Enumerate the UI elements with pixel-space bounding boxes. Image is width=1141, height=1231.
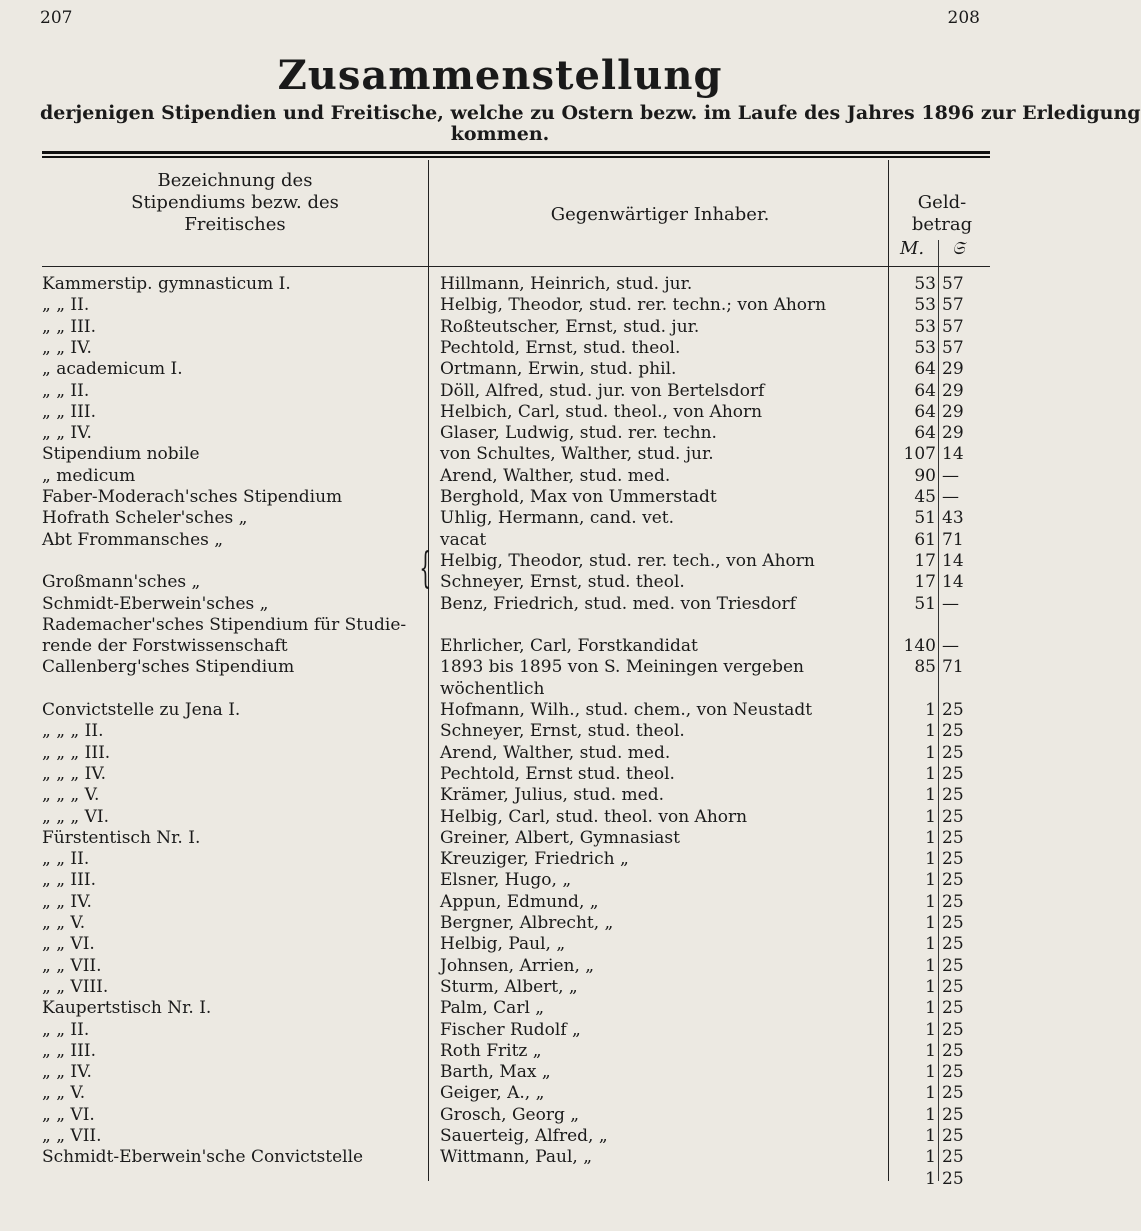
table-row (0, 381, 1000, 402)
table-row (0, 721, 1000, 742)
pfennig-cell: 25 (942, 742, 964, 763)
designation-cell: „ „ „ VI. (42, 806, 110, 827)
mark-cell: 45 (914, 487, 936, 507)
pfennig-cell: 25 (942, 998, 964, 1019)
designation-cell: rende der Forstwissenschaft (42, 636, 288, 657)
table-row (0, 615, 1000, 636)
table-row (0, 594, 1000, 615)
top-rule (42, 151, 990, 154)
table-row (0, 998, 1000, 1019)
designation-cell: „ „ III. (42, 316, 96, 337)
designation-cell: „ „ III. (42, 401, 96, 422)
header-pfennig: 𝔖 (952, 238, 965, 259)
pfennig-cell: 25 (942, 1168, 964, 1189)
designation-cell: Hofrath Scheler'sches „ (42, 508, 248, 529)
designation-cell: Convictstelle zu Jena I. (42, 700, 241, 720)
mark-cell: 51 (914, 508, 936, 529)
designation-cell: „ „ VI. (42, 1104, 95, 1125)
table-row (0, 317, 1000, 338)
header-amount: Geld-betrag (911, 192, 973, 235)
page-number-right: 208 (947, 8, 980, 28)
mark-cell: 140 (903, 636, 936, 657)
header-mark: M. (900, 238, 925, 259)
holder-cell: Ortmann, Erwin, stud. phil. (440, 359, 677, 380)
holder-cell: Barth, Max „ (440, 1062, 551, 1083)
designation-cell: „ „ IV. (42, 1062, 92, 1083)
holder-cell: Roßteutscher, Ernst, stud. jur. (440, 316, 700, 337)
holder-cell: Greiner, Albert, Gymnasiast (440, 827, 680, 848)
mark-cell: 1 (925, 785, 936, 806)
mark-cell: 53 (914, 295, 936, 316)
designation-cell: „ medicum (42, 465, 136, 486)
designation-cell: Schmidt-Eberwein'sches „ (42, 593, 269, 614)
mark-cell: 1 (925, 1168, 936, 1189)
table-row (0, 1147, 1000, 1168)
designation-cell: „ „ IV. (42, 423, 92, 444)
pfennig-cell: 57 (942, 274, 964, 294)
pfennig-cell: — (942, 593, 959, 614)
pfennig-cell: 29 (942, 423, 964, 444)
holder-cell: Grosch, Georg „ (440, 1104, 580, 1125)
holder-cell: Johnsen, Arrien, „ (440, 955, 595, 976)
pfennig-cell: — (942, 636, 959, 657)
pfennig-cell: 57 (942, 337, 964, 358)
mark-cell: 17 (914, 572, 936, 593)
holder-cell: Bergner, Albrecht, „ (440, 913, 614, 933)
holder-cell: Schneyer, Ernst, stud. theol. (440, 572, 685, 593)
designation-cell: „ „ VII. (42, 955, 102, 976)
designation-cell: „ „ „ II. (42, 721, 104, 742)
mark-cell: 64 (914, 401, 936, 422)
table-row (0, 338, 1000, 359)
holder-cell: Arend, Walther, stud. med. (440, 742, 671, 763)
table-row (0, 1083, 1000, 1104)
pfennig-cell: — (942, 487, 959, 507)
pfennig-cell: 25 (942, 1104, 964, 1125)
table-row (0, 1062, 1000, 1083)
table-row (0, 423, 1000, 444)
pfennig-cell: 29 (942, 359, 964, 380)
holder-cell: Fischer Rudolf „ (440, 1019, 581, 1040)
holder-cell: Berghold, Max von Ummerstadt (440, 487, 717, 507)
holder-cell: Geiger, A., „ (440, 1083, 545, 1104)
header-holder: Gegenwärtiger Inhaber. (550, 204, 770, 225)
holder-cell: vacat (440, 529, 487, 550)
holder-cell: Pechtold, Ernst stud. theol. (440, 763, 675, 784)
designation-cell: „ „ III. (42, 870, 96, 891)
designation-cell: „ „ II. (42, 849, 90, 870)
holder-cell: von Schultes, Walther, stud. jur. (440, 444, 714, 465)
table-row (0, 828, 1000, 849)
mark-cell: 53 (914, 337, 936, 358)
header-designation: Bezeichnung des Stipendiums bezw. des Freitisches (131, 170, 339, 235)
table-row (0, 807, 1000, 828)
table-row (0, 402, 1000, 423)
mark-cell: 51 (914, 593, 936, 614)
holder-cell: 1893 bis 1895 von S. Meiningen vergeben (440, 657, 804, 678)
table-row (0, 849, 1000, 870)
designation-cell: Schmidt-Eberwein'sche Convictstelle (42, 1147, 364, 1168)
mark-cell: 1 (925, 849, 936, 870)
holder-cell: Helbig, Carl, stud. theol. von Ahorn (440, 806, 748, 827)
mark-cell: 1 (925, 1083, 936, 1104)
page-number-left: 207 (40, 8, 73, 28)
pfennig-cell: 25 (942, 700, 964, 720)
holder-cell: Sturm, Albert, „ (440, 976, 578, 997)
table-row (0, 359, 1000, 380)
holder-cell: Kreuziger, Friedrich „ (440, 849, 629, 870)
pfennig-cell: 25 (942, 1019, 964, 1040)
mark-cell: 1 (925, 742, 936, 763)
page-title: Zusammenstellung (277, 52, 723, 99)
pfennig-cell: 25 (942, 913, 964, 933)
designation-cell: Rademacher'sches Stipendium für Studie- (42, 614, 407, 635)
designation-cell: Fürstentisch Nr. I. (42, 827, 201, 848)
designation-cell: „ „ II. (42, 1019, 90, 1040)
mark-cell: 1 (925, 1019, 936, 1040)
top-rule-thin (42, 156, 990, 158)
table-row (0, 743, 1000, 764)
mark-cell: 85 (914, 657, 936, 678)
holder-cell: Helbig, Paul, „ (440, 934, 566, 955)
pfennig-cell: 25 (942, 827, 964, 848)
designation-cell: „ „ VIII. (42, 976, 109, 997)
pfennig-cell: 25 (942, 870, 964, 891)
mark-cell: 1 (925, 1147, 936, 1168)
designation-cell: Kammerstip. gymnasticum I. (42, 274, 291, 294)
table-row (0, 1105, 1000, 1126)
pfennig-cell: 25 (942, 763, 964, 784)
mark-cell: 1 (925, 1040, 936, 1061)
designation-cell: „ „ VII. (42, 1126, 102, 1146)
holder-cell: Schneyer, Ernst, stud. theol. (440, 721, 685, 742)
designation-cell: „ „ „ III. (42, 742, 111, 763)
holder-cell: Krämer, Julius, stud. med. (440, 785, 664, 806)
holder-cell: Elsner, Hugo, „ (440, 870, 572, 891)
mark-cell: 1 (925, 1062, 936, 1083)
table-row (0, 764, 1000, 785)
mark-cell: 1 (925, 998, 936, 1019)
table-row (0, 1041, 1000, 1062)
table-row (0, 274, 1000, 295)
pfennig-cell: 25 (942, 1083, 964, 1104)
table-row (0, 785, 1000, 806)
designation-cell: „ „ IV. (42, 891, 92, 912)
holder-cell: Pechtold, Ernst, stud. theol. (440, 337, 681, 358)
table-row (0, 295, 1000, 316)
pfennig-cell: 29 (942, 380, 964, 401)
pfennig-cell: 71 (942, 529, 964, 550)
holder-cell: Helbig, Theodor, stud. rer. techn.; von Ahorn (440, 295, 827, 316)
table-row (0, 1169, 1000, 1190)
holder-cell: Helbig, Theodor, stud. rer. tech., von Ahorn (440, 550, 815, 571)
holder-cell: Hillmann, Heinrich, stud. jur. (440, 274, 693, 294)
table-row (0, 913, 1000, 934)
pfennig-cell: 14 (942, 550, 964, 571)
designation-cell: Callenberg'sches Stipendium (42, 657, 295, 678)
mark-cell: 1 (925, 721, 936, 742)
pfennig-cell: 57 (942, 316, 964, 337)
mark-cell: 107 (903, 444, 936, 465)
mark-cell: 17 (914, 550, 936, 571)
designation-cell: „ „ V. (42, 913, 86, 933)
table-row (0, 572, 1000, 593)
mark-cell: 1 (925, 891, 936, 912)
pfennig-cell: 25 (942, 806, 964, 827)
pfennig-cell: 25 (942, 891, 964, 912)
mark-cell: 1 (925, 700, 936, 720)
table-row (0, 636, 1000, 657)
table-row (0, 977, 1000, 998)
pfennig-cell: 57 (942, 295, 964, 316)
mark-cell: 1 (925, 763, 936, 784)
designation-cell: „ „ III. (42, 1040, 96, 1061)
designation-cell: „ „ IV. (42, 337, 92, 358)
holder-cell: Glaser, Ludwig, stud. rer. techn. (440, 423, 717, 444)
table-row (0, 466, 1000, 487)
mark-cell: 64 (914, 423, 936, 444)
table-row (0, 892, 1000, 913)
mark-cell: 1 (925, 955, 936, 976)
designation-cell: Stipendium nobile (42, 444, 200, 465)
pfennig-cell: 25 (942, 1062, 964, 1083)
subtitle-line-2: kommen. (450, 123, 550, 145)
mark-cell: 53 (914, 274, 936, 294)
pfennig-cell: — (942, 465, 959, 486)
table-row (0, 444, 1000, 465)
mark-cell: 61 (914, 529, 936, 550)
mark-cell: 1 (925, 934, 936, 955)
holder-cell: Appun, Edmund, „ (440, 891, 599, 912)
table-row (0, 1126, 1000, 1147)
designation-cell: „ academicum I. (42, 359, 183, 380)
holder-cell: Helbich, Carl, stud. theol., von Ahorn (440, 401, 763, 422)
table-row (0, 870, 1000, 891)
mark-cell: 1 (925, 806, 936, 827)
brace-bracket: { (419, 543, 432, 592)
pfennig-cell: 43 (942, 508, 964, 529)
mark-cell: 1 (925, 1126, 936, 1146)
pfennig-cell: 25 (942, 1126, 964, 1146)
mark-cell: 64 (914, 359, 936, 380)
designation-cell: „ „ V. (42, 1083, 86, 1104)
holder-cell: Uhlig, Hermann, cand. vet. (440, 508, 675, 529)
mark-cell: 1 (925, 1104, 936, 1125)
pfennig-cell: 25 (942, 976, 964, 997)
subtitle-line-1: derjenigen Stipendien und Freitische, welche zu Ostern bezw. im Laufe des Jahres 1896 zur Erledigung (40, 102, 1141, 124)
designation-cell: Großmann'sches „ (42, 572, 201, 593)
table-row (0, 1020, 1000, 1041)
pfennig-cell: 25 (942, 849, 964, 870)
holder-cell: Sauerteig, Alfred, „ (440, 1126, 608, 1146)
mark-cell: 1 (925, 976, 936, 997)
pfennig-cell: 25 (942, 721, 964, 742)
holder-cell: Roth Fritz „ (440, 1040, 542, 1061)
header-rule (42, 266, 990, 267)
pfennig-cell: 25 (942, 955, 964, 976)
designation-cell: „ „ „ IV. (42, 763, 107, 784)
pfennig-cell: 14 (942, 572, 964, 593)
table-row (0, 934, 1000, 955)
holder-cell: Ehrlicher, Carl, Forstkandidat (440, 636, 698, 657)
holder-cell: Hofmann, Wilh., stud. chem., von Neustadt (440, 700, 813, 720)
holder-cell: Döll, Alfred, stud. jur. von Bertelsdorf (440, 380, 765, 401)
pfennig-cell: 25 (942, 785, 964, 806)
pfennig-cell: 25 (942, 1040, 964, 1061)
pfennig-cell: 25 (942, 934, 964, 955)
pfennig-cell: 71 (942, 657, 964, 678)
table-row (0, 530, 1000, 551)
holder-cell: Arend, Walther, stud. med. (440, 465, 671, 486)
mark-cell: 1 (925, 913, 936, 933)
table-row (0, 551, 1000, 572)
mark-cell: 64 (914, 380, 936, 401)
holder-cell: wöchentlich (440, 678, 545, 699)
holder-cell: Wittmann, Paul, „ (440, 1147, 593, 1168)
holder-cell: Benz, Friedrich, stud. med. von Triesdorf (440, 593, 796, 614)
table-row (0, 679, 1000, 700)
designation-cell: Abt Frommansches „ (42, 529, 224, 550)
designation-cell: Kaupertstisch Nr. I. (42, 998, 212, 1019)
designation-cell: „ „ II. (42, 380, 90, 401)
designation-cell: „ „ „ V. (42, 785, 100, 806)
pfennig-cell: 29 (942, 401, 964, 422)
table-row (0, 487, 1000, 508)
mark-cell: 1 (925, 827, 936, 848)
designation-cell: Faber-Moderach'sches Stipendium (42, 487, 343, 507)
designation-cell: „ „ II. (42, 295, 90, 316)
table-row (0, 657, 1000, 678)
mark-cell: 1 (925, 870, 936, 891)
holder-cell: Palm, Carl „ (440, 998, 545, 1019)
mark-cell: 90 (914, 465, 936, 486)
pfennig-cell: 25 (942, 1147, 964, 1168)
table-row (0, 508, 1000, 529)
table-row (0, 956, 1000, 977)
table-row (0, 700, 1000, 721)
pfennig-cell: 14 (942, 444, 964, 465)
designation-cell: „ „ VI. (42, 934, 95, 955)
mark-cell: 53 (914, 316, 936, 337)
